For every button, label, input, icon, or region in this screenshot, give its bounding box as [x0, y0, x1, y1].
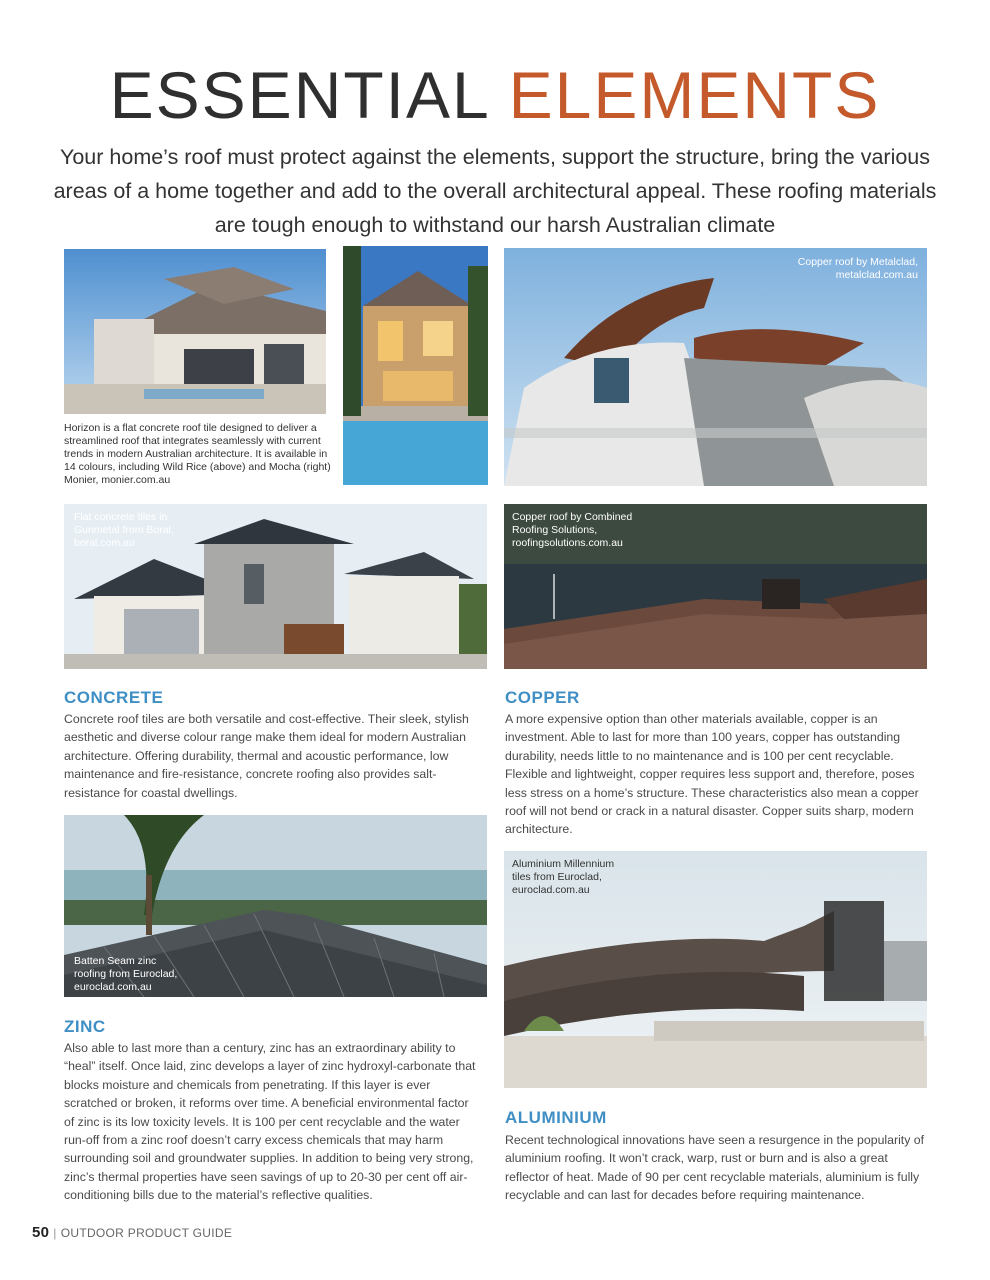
caption-aluminium-line3: euroclad.com.au [512, 884, 590, 896]
section-body-aluminium: Recent technological innovations have seen a resurgence in the popularity of aluminium roofing. It won’t crack, warp, rust or burn and is also a great reflector of heat. Made of 90 per cent recyclable materials, aluminium is fully recyclable and can last for decades before requiring maintenance. [505, 1133, 925, 1203]
caption-monier: Horizon is a flat concrete roof tile designed to deliver a streamlined roof that integrates seamlessly with current trends in modern Australian architecture. It is available in 14 colours, including Wild Rice (above) and Mocha (right) Monier, monier.com.au [64, 422, 331, 486]
caption-zinc [74, 955, 254, 994]
section-body-concrete: Concrete roof tiles are both versatile and cost-effective. Their sleek, stylish aesthetic and diverse colour range make them ideal for modern Australian architecture. Offering durability, thermal and acoustic performance, low maintenance and fire-resistance, concrete roofing also provides salt-resistance for coastal dwellings. [64, 712, 469, 800]
photo-horizon-house [64, 249, 326, 414]
caption-zinc-line2: roofing from Euroclad, [74, 968, 178, 980]
caption-aluminium-line1: Aluminium Millennium [512, 858, 615, 870]
caption-combined-line1: Copper roof by Combined [512, 511, 633, 523]
caption-boral-line3: boral.com.au [74, 537, 135, 549]
publication-name: OUTDOOR PRODUCT GUIDE [60, 1226, 233, 1240]
caption-combined [512, 511, 692, 550]
intro-paragraph: Your home’s roof must protect against the elements, support the structure, bring the various areas of a home together and add to the overall architectural appeal. These roofing materials are tough enough to withstand our harsh Australian climate [53, 145, 937, 237]
caption-boral [74, 511, 234, 550]
photo-pool-house [343, 246, 488, 485]
section-body-copper: A more expensive option than other materials available, copper is an investment. Able to last for more than 100 years, copper has outstanding durability, needs little to no maintenance and is 100 per cent recyclable. Flexible and lightweight, copper requires less support and, therefore, poses less stress on a home’s structure. These characteristics also mean a copper roof will not bend or crack in a natural disaster. Copper suits sharp, modern architecture. [505, 712, 919, 837]
caption-boral-line2: Gunmetal from Boral, [74, 524, 174, 536]
caption-boral-line1: Flat concrete tiles in [74, 511, 168, 523]
caption-zinc-line3: euroclad.com.au [74, 981, 152, 993]
footer-separator: | [53, 1226, 57, 1240]
caption-zinc-line1: Batten Seam zinc [74, 955, 157, 967]
section-title-zinc: ZINC [64, 1017, 106, 1036]
section-title-concrete: CONCRETE [64, 688, 164, 707]
caption-metalclad-line1: Copper roof by Metalclad, [797, 256, 918, 268]
page-title [0, 58, 990, 132]
section-title-aluminium: ALUMINIUM [505, 1108, 607, 1127]
caption-metalclad-line2: metalclad.com.au [835, 269, 918, 281]
section-title-copper: COPPER [505, 688, 580, 707]
title-part2: ELEMENTS [508, 58, 881, 132]
caption-metalclad [698, 256, 918, 282]
page-number: 50 [32, 1224, 50, 1241]
photo-metalclad-copper [504, 248, 927, 486]
section-body-zinc: Also able to last more than a century, zinc has an extraordinary ability to “heal” itself. Once laid, zinc develops a layer of zinc hydroxyl-carbonate that blocks moisture and chemicals from penetrating. If this layer is ever scratched or broken, it reforms over time. A beneficial environmental factor of zinc is its low toxicity levels. It is 100 per cent recyclable and the water run-off from a zinc roof doesn’t carry excess chemicals that may harm surrounding soil and groundwater supplies. In addition to being very strong, zinc’s thermal properties have seen savings of up to 20-30 per cent off air-conditioning bills due to the material’s reflective qualities. [64, 1041, 476, 1203]
caption-aluminium-line2: tiles from Euroclad, [512, 871, 602, 883]
caption-aluminium [512, 858, 692, 897]
caption-combined-line2: Roofing Solutions, [512, 524, 598, 536]
title-part1: ESSENTIAL [109, 58, 489, 132]
page-footer [32, 1224, 232, 1241]
caption-combined-line3: roofingsolutions.com.au [512, 537, 623, 549]
